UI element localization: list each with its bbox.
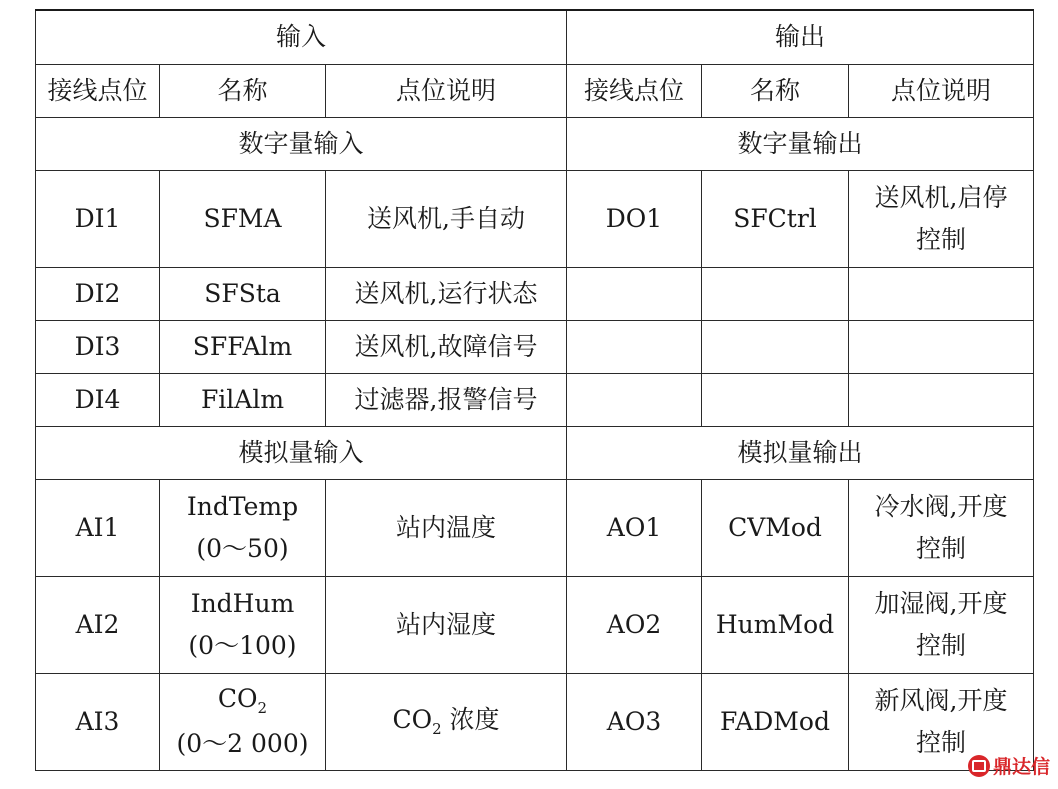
cell-out-desc [849, 576, 1034, 673]
table-row [36, 320, 1034, 373]
col-in-name: 名称 [160, 64, 326, 117]
cell-in-pin: DI2 [36, 267, 160, 320]
col-out-name: 名称 [702, 64, 849, 117]
cell-in-name-range: (0～2 000) [176, 729, 309, 758]
cell-in-pin: AI2 [36, 576, 160, 673]
section-digital-input: 数字量输入 [36, 117, 567, 170]
cell-out-desc [849, 479, 1034, 576]
watermark-text: 鼎达信 [992, 756, 1050, 778]
cell-in-pin: DI4 [36, 373, 160, 426]
cell-out-desc-line2: 控制 [915, 533, 966, 563]
cell-out-desc [849, 320, 1034, 373]
cell-in-desc [326, 673, 567, 770]
cell-in-name-line1: IndHum [190, 588, 295, 618]
cell-out-desc-line2: 控制 [915, 224, 966, 254]
section-analog-output: 模拟量输出 [567, 426, 1034, 479]
cell-out-name: FADMod [702, 673, 849, 770]
cell-out-pin [567, 320, 702, 373]
table-row [36, 267, 1034, 320]
table-row [36, 673, 1034, 770]
cell-out-desc-line2: 控制 [915, 727, 966, 757]
cell-in-name-range: (0～100) [188, 630, 297, 660]
cell-out-desc-line2: 控制 [915, 630, 966, 660]
col-in-desc: 点位说明 [326, 64, 567, 117]
cell-out-desc-line1: 送风机,启停 [874, 182, 1008, 212]
cell-out-name [702, 373, 849, 426]
cell-out-name [702, 320, 849, 373]
co-text: CO [217, 684, 258, 713]
cell-out-desc [849, 170, 1034, 267]
cell-in-desc: 站内湿度 [326, 576, 567, 673]
cell-in-pin: AI1 [36, 479, 160, 576]
cell-in-name: SFFAlm [160, 320, 326, 373]
cell-in-name: SFSta [160, 267, 326, 320]
cell-out-pin: DO1 [567, 170, 702, 267]
cell-in-desc: 送风机,手自动 [326, 170, 567, 267]
section-analog-input: 模拟量输入 [36, 426, 567, 479]
cell-in-name-range: (0～50) [196, 533, 289, 563]
cell-in-name [160, 576, 326, 673]
cell-out-pin: AO3 [567, 673, 702, 770]
cell-in-name [160, 479, 326, 576]
cell-in-name [160, 673, 326, 770]
cell-out-name: HumMod [702, 576, 849, 673]
co-text: CO [392, 705, 433, 734]
cell-out-name: CVMod [702, 479, 849, 576]
watermark [968, 752, 1050, 779]
cell-in-name: SFMA [160, 170, 326, 267]
io-points-table [35, 9, 1034, 771]
cell-out-pin [567, 373, 702, 426]
cell-in-desc: 过滤器,报警信号 [326, 373, 567, 426]
section-digital-output: 数字量输出 [567, 117, 1034, 170]
cell-in-pin: DI3 [36, 320, 160, 373]
col-out-desc: 点位说明 [849, 64, 1034, 117]
col-in-pin: 接线点位 [36, 64, 160, 117]
cell-out-name [702, 267, 849, 320]
cell-out-desc-line1: 加湿阀,开度 [874, 588, 1008, 618]
cell-out-desc-line1: 新风阀,开度 [874, 685, 1008, 715]
output-header: 输出 [567, 10, 1034, 64]
cell-out-pin: AO2 [567, 576, 702, 673]
concentration-text: 浓度 [441, 705, 500, 734]
cell-in-desc: 站内温度 [326, 479, 567, 576]
table-row [36, 373, 1034, 426]
cell-in-pin: DI1 [36, 170, 160, 267]
cell-in-name-line1 [164, 678, 321, 723]
cell-in-name: FilAlm [160, 373, 326, 426]
subscript-two: 2 [257, 699, 268, 717]
table-row [36, 479, 1034, 576]
cell-in-name-line1: IndTemp [186, 491, 299, 521]
cell-in-pin: AI3 [36, 673, 160, 770]
cell-out-desc-line1: 冷水阀,开度 [874, 491, 1008, 521]
table-row [36, 576, 1034, 673]
col-out-pin: 接线点位 [567, 64, 702, 117]
cell-out-pin: AO1 [567, 479, 702, 576]
cell-out-desc [849, 267, 1034, 320]
cell-in-desc: 送风机,运行状态 [326, 267, 567, 320]
cell-in-desc: 送风机,故障信号 [326, 320, 567, 373]
input-header: 输入 [36, 10, 567, 64]
cell-out-desc [849, 373, 1034, 426]
cell-out-name: SFCtrl [702, 170, 849, 267]
table-row [36, 170, 1034, 267]
watermark-logo-icon [968, 755, 990, 777]
cell-out-pin [567, 267, 702, 320]
subscript-two: 2 [432, 720, 442, 738]
